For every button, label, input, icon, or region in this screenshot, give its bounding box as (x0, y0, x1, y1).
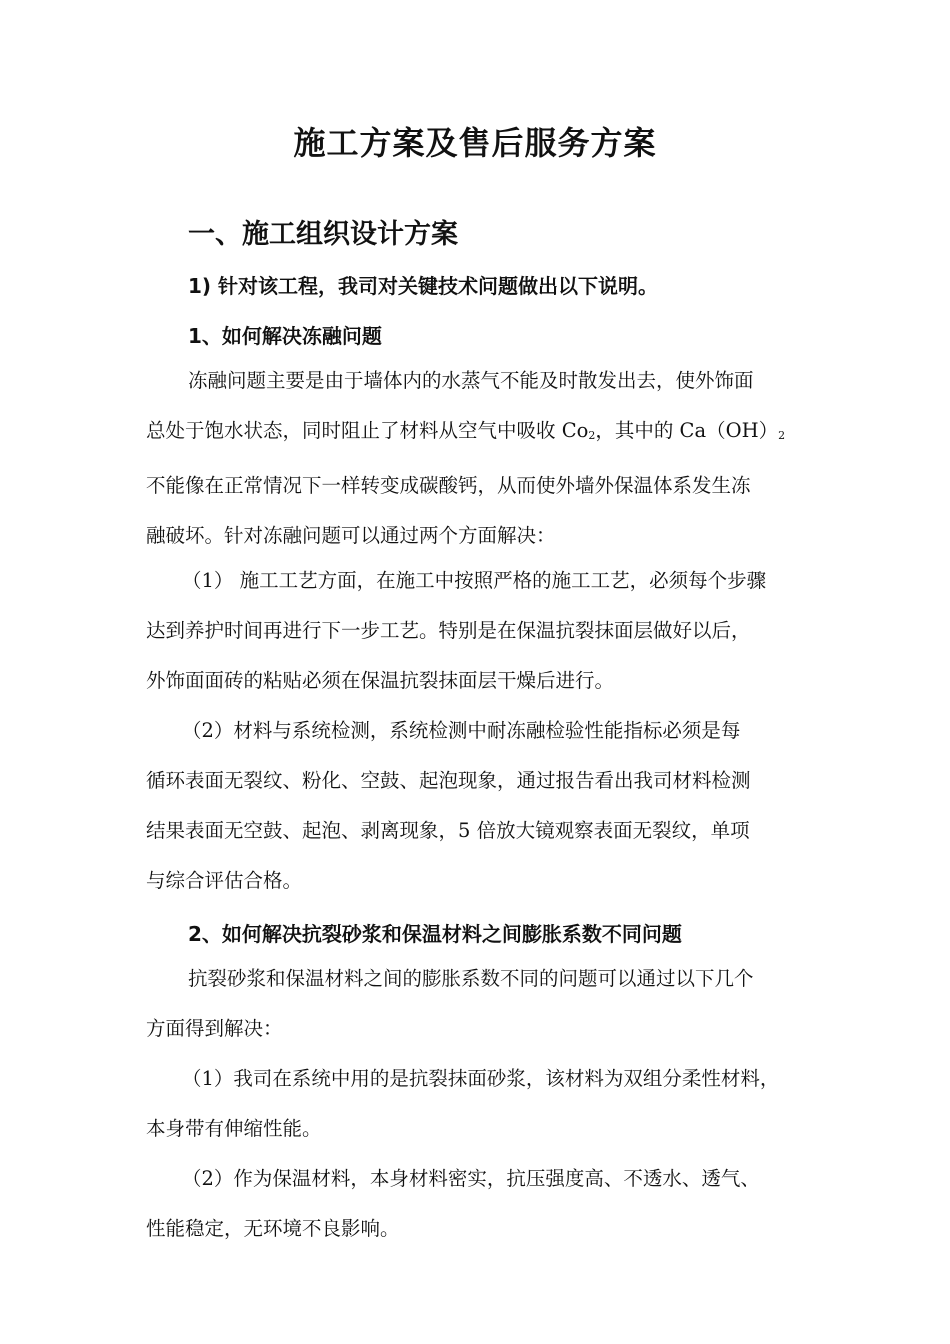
paragraph-freeze-thaw (146, 356, 850, 561)
text-span: 总处于饱水状态，同时阻止了材料从空气中吸收 Co (146, 419, 589, 442)
text-line: 结果表面无空鼓、起泡、剥离现象，5 倍放大镜观察表面无裂纹，单项 (146, 819, 750, 842)
text-line (146, 406, 850, 461)
text-line: 与综合评估合格。 (146, 869, 303, 892)
text-line: 方面得到解决： (146, 1017, 283, 1040)
section-heading: 一、施工组织设计方案 (188, 219, 458, 250)
paragraph-insulation-material (146, 1154, 850, 1254)
text-line: （1）我司在系统中用的是抗裂抹面砂浆，该材料为双组分柔性材料， (182, 1067, 780, 1090)
text-line: 外饰面面砖的粘贴必须在保温抗裂抹面层干燥后进行。 (146, 669, 615, 692)
text-line: 本身带有伸缩性能。 (146, 1117, 322, 1140)
paragraph-expansion-intro (146, 954, 850, 1054)
paragraph-anti-crack-mortar (146, 1054, 850, 1154)
text-line: （1） 施工工艺方面，在施工中按照严格的施工工艺，必须每个步骤 (182, 569, 767, 592)
text-line: 不能像在正常情况下一样转变成碳酸钙，从而使外墙外保温体系发生冻 (146, 474, 751, 497)
text-line: 性能稳定，无环境不良影响。 (146, 1217, 400, 1240)
paragraph-construction-process (146, 556, 850, 706)
paragraph-material-testing (146, 706, 850, 906)
text-line: 抗裂砂浆和保温材料之间的膨胀系数不同的问题可以通过以下几个 (188, 967, 754, 990)
text-line: 融破坏。针对冻融问题可以通过两个方面解决： (146, 524, 556, 547)
intro-heading: 1) 针对该工程，我司对关键技术问题做出以下说明。 (188, 274, 659, 298)
text-line: （2）材料与系统检测，系统检测中耐冻融检验性能指标必须是每 (182, 719, 741, 742)
text-line: （2）作为保温材料，本身材料密实，抗压强度高、不透水、透气、 (182, 1167, 760, 1190)
subheading-freeze-thaw: 1、如何解决冻融问题 (188, 324, 382, 348)
text-line: 达到养护时间再进行下一步工艺。特别是在保温抗裂抹面层做好以后， (146, 619, 751, 642)
document-title: 施工方案及售后服务方案 (293, 124, 657, 162)
text-line: 冻融问题主要是由于墙体内的水蒸气不能及时散发出去，使外饰面 (188, 369, 754, 392)
subscript: 2 (778, 429, 786, 442)
text-line: 循环表面无裂纹、粉化、空鼓、起泡现象，通过报告看出我司材料检测 (146, 769, 751, 792)
text-span: ，其中的 Ca（OH） (595, 419, 779, 442)
subheading-expansion: 2、如何解决抗裂砂浆和保温材料之间膨胀系数不同问题 (188, 922, 682, 946)
subscript: 2 (588, 429, 596, 442)
